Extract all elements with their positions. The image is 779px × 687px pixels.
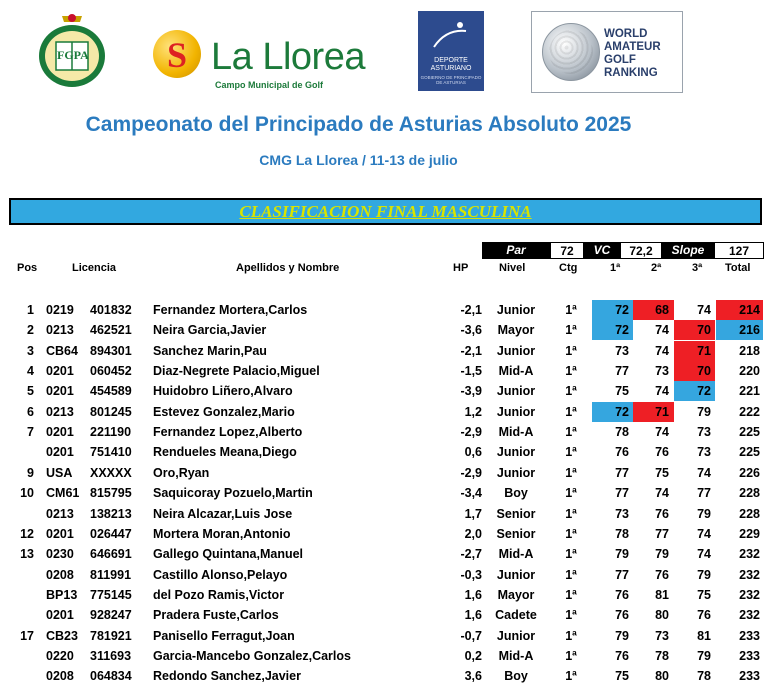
cell-nombre: Oro,Ryan [153,465,210,480]
cell-licencia: 138213 [90,506,132,521]
course-rating-box [482,242,764,259]
cell-club: 0213 [46,506,74,521]
cell-r3: 75 [697,587,711,602]
cell-r3: 74 [697,465,711,480]
cell-ctg: 1ª [565,587,577,602]
cell-club: CB23 [46,628,78,643]
cell-ctg: 1ª [565,526,577,541]
header-hp: HP [453,262,469,274]
cell-licencia: 060452 [90,364,132,379]
golf-ball-icon [542,23,600,81]
table-row [0,381,779,401]
cell-total: 225 [739,445,760,460]
cell-nivel: Boy [504,669,528,684]
cell-r2: 73 [655,628,669,643]
header-r1: 1ª [610,262,621,274]
table-row [0,483,779,503]
cell-hp: -2,1 [460,303,482,317]
cell-r2: 74 [655,425,669,440]
cell-r1: 72 [615,404,629,419]
cell-r3: 79 [697,567,711,582]
cell-club: BP13 [46,587,78,602]
cell-total: 222 [739,404,760,419]
cell-licencia: 811991 [90,567,132,582]
table-row [0,565,779,585]
table-row [0,524,779,544]
cell-r1: 77 [615,465,629,480]
cell-ctg: 1ª [565,343,577,358]
cell-pos: 3 [27,343,34,358]
cell-licencia: 221190 [90,425,132,440]
cell-r1: 78 [615,526,629,541]
cell-nombre: del Pozo Ramis,Victor [153,587,285,602]
cell-nombre: Neira Alcazar,Luis Jose [153,506,293,521]
cell-nivel: Mayor [497,323,535,338]
cell-pos [14,442,34,462]
cell-hp: -2,1 [460,343,482,358]
slope-value: 127 [714,242,764,259]
cell-licencia: 815795 [90,486,132,501]
cell-club: 0201 [46,608,74,623]
cell-licencia: XXXXX [90,465,132,480]
cell-ctg: 1ª [565,404,577,419]
cell-total: 232 [739,547,760,562]
cell-club: 0201 [46,425,74,440]
cell-nombre: Gallego Quintana,Manuel [153,547,304,562]
cell-nivel: Mayor [497,587,535,602]
cell-r1: 77 [615,364,629,379]
cell-r3: 71 [697,343,711,358]
cell-club: 0201 [46,384,74,399]
cell-r3: 77 [697,486,711,501]
cell-hp: 1,6 [464,608,482,623]
cell-hp: -2,9 [460,465,482,480]
cell-hp: 0,6 [464,445,482,460]
cell-r3: 76 [697,608,711,623]
cell-licencia: 801245 [90,404,132,419]
cell-pos [14,504,34,524]
table-row [0,626,779,646]
cell-total: 233 [739,628,760,643]
cell-club: CB64 [46,343,78,358]
table-row [0,402,779,422]
wagr-line: RANKING [604,67,658,79]
table-row [0,341,779,361]
cell-total: 229 [739,526,760,541]
cell-ctg: 1ª [565,506,577,521]
table-row [0,361,779,381]
cell-nivel: Junior [496,384,536,399]
cell-licencia: 311693 [90,648,132,663]
section-title: CLASIFICACION FINAL MASCULINA [239,202,532,221]
cell-nivel: Boy [504,486,528,501]
cell-r3: 73 [697,425,711,440]
cell-hp: -0,3 [460,567,482,582]
cell-licencia: 928247 [90,608,132,623]
la-llorea-logo [153,30,373,92]
vc-label: VC [584,242,620,259]
cell-r1: 76 [615,648,629,663]
header-licencia: Licencia [72,262,117,274]
wagr-line: GOLF [604,54,636,66]
cell-nivel: Junior [496,465,536,480]
table-row [0,300,779,320]
cell-r2: 79 [655,547,669,562]
table-row [0,422,779,442]
cell-r1: 72 [615,303,629,317]
cell-ctg: 1ª [565,445,577,460]
deporte-line1: DEPORTE [434,57,468,64]
cell-r1: 72 [615,323,629,338]
table-row [0,585,779,605]
cell-nombre: Garcia-Mancebo Gonzalez,Carlos [153,648,351,663]
cell-hp: -0,7 [460,628,482,643]
cell-r2: 76 [655,506,669,521]
cell-hp: 1,7 [464,506,482,521]
cell-r1: 75 [615,384,629,399]
cell-total: 214 [739,303,760,317]
cell-ctg: 1ª [565,628,577,643]
cell-nivel: Junior [496,303,536,317]
cell-hp: 2,0 [464,526,482,541]
cell-r2: 74 [655,384,669,399]
cell-nivel: Senior [496,526,536,541]
cell-nivel: Mid-A [498,648,534,663]
cell-pos [14,666,34,686]
cell-nivel: Junior [496,404,536,419]
header-total: Total [725,262,751,274]
cell-hp: -3,6 [460,323,482,338]
table-row [0,544,779,564]
cell-r2: 77 [655,526,669,541]
table-row [0,605,779,625]
cell-hp: -2,9 [460,425,482,440]
cell-total: 216 [739,323,760,338]
cell-licencia: 781921 [90,628,132,643]
cell-r3: 74 [697,303,711,317]
cell-r2: 81 [655,587,669,602]
cell-ctg: 1ª [565,486,577,501]
cell-r1: 79 [615,547,629,562]
cell-club: 0220 [46,648,74,663]
cell-nivel: Senior [496,506,536,521]
cell-club: CM61 [46,486,80,501]
cell-r3: 79 [697,404,711,419]
cell-pos: 7 [27,425,34,440]
cell-nombre: Fernandez Lopez,Alberto [153,425,303,440]
cell-licencia: 894301 [90,343,132,358]
cell-club: 0208 [46,567,74,582]
cell-r1: 76 [615,445,629,460]
header-r3: 3ª [692,262,703,274]
header-nombre: Apellidos y Nombre [236,262,340,274]
page-subtitle: CMG La Llorea / 11-13 de julio [259,152,458,168]
cell-licencia: 462521 [90,323,132,338]
cell-r2: 76 [655,567,669,582]
cell-club: 0201 [46,526,74,541]
vc-value: 72,2 [620,242,662,259]
llorea-subtitle: Campo Municipal de Golf [215,80,324,90]
cell-ctg: 1ª [565,323,577,338]
cell-ctg: 1ª [565,648,577,663]
cell-r3: 74 [697,547,711,562]
cell-r2: 80 [655,608,669,623]
cell-licencia: 401832 [90,303,132,317]
cell-r3: 81 [697,628,711,643]
cell-pos [14,565,34,585]
cell-hp: -2,7 [460,547,482,562]
cell-nombre: Estevez Gonzalez,Mario [153,404,295,419]
cell-r1: 73 [615,506,629,521]
cell-ctg: 1ª [565,384,577,399]
cell-nombre: Saquicoray Pozuelo,Martin [153,486,313,501]
cell-nombre: Fernandez Mortera,Carlos [153,303,308,317]
cell-nombre: Neira Garcia,Javier [153,323,267,338]
cell-r1: 77 [615,486,629,501]
cell-total: 220 [739,364,760,379]
cell-total: 232 [739,608,760,623]
section-banner [9,198,762,225]
cell-hp: 1,2 [464,404,482,419]
cell-r2: 80 [655,669,669,684]
cell-licencia: 646691 [90,547,132,562]
cell-ctg: 1ª [565,669,577,684]
cell-licencia: 454589 [90,384,132,399]
cell-club: USA [46,465,73,480]
cell-r2: 68 [655,303,669,317]
cell-r3: 73 [697,445,711,460]
cell-total: 221 [739,384,760,399]
cell-licencia: 775145 [90,587,132,602]
cell-hp: 0,2 [464,648,482,663]
fgpa-logo [36,10,108,90]
page-title: Campeonato del Principado de Asturias Absoluto 2025 [85,113,632,136]
header-nivel: Nivel [499,262,526,274]
cell-pos: 5 [27,384,34,399]
cell-r2: 73 [655,364,669,379]
cell-r2: 76 [655,445,669,460]
cell-club: 0213 [46,404,74,419]
cell-r3: 79 [697,648,711,663]
cell-pos: 17 [20,628,34,643]
cell-nombre: Redondo Sanchez,Javier [153,669,301,684]
cell-r1: 77 [615,567,629,582]
cell-r2: 75 [655,465,669,480]
cell-ctg: 1ª [565,608,577,623]
header-pos: Pos [17,262,38,274]
cell-total: 226 [739,465,760,480]
cell-r3: 72 [697,384,711,399]
fgpa-letters: FGPA [57,48,89,62]
cell-hp: -3,9 [460,384,482,399]
cell-pos [14,585,34,605]
cell-ctg: 1ª [565,567,577,582]
cell-total: 232 [739,587,760,602]
cell-club: 0230 [46,547,74,562]
cell-licencia: 064834 [90,669,132,684]
cell-r1: 76 [615,587,629,602]
cell-ctg: 1ª [565,364,577,379]
cell-r2: 71 [655,404,669,419]
cell-r2: 78 [655,648,669,663]
cell-total: 228 [739,486,760,501]
cell-licencia: 026447 [90,526,132,541]
cell-nombre: Sanchez Marin,Pau [153,343,267,358]
cell-r2: 74 [655,323,669,338]
cell-pos [14,646,34,666]
cell-club: 0201 [46,445,74,460]
cell-nivel: Mid-A [498,547,534,562]
par-value: 72 [550,242,584,259]
cell-r1: 76 [615,608,629,623]
cell-club: 0201 [46,364,74,379]
cell-r3: 70 [697,323,711,338]
cell-r3: 70 [697,364,711,379]
cell-pos [14,605,34,625]
llorea-name: La Llorea [211,36,365,78]
cell-nombre: Panisello Ferragut,Joan [153,628,295,643]
cell-r1: 78 [615,425,629,440]
golf-ball-icon: S [153,30,201,78]
cell-nombre: Huidobro Liñero,Alvaro [153,384,293,399]
cell-r3: 78 [697,669,711,684]
cell-hp: 1,6 [464,587,482,602]
cell-nivel: Junior [496,445,536,460]
wagr-logo [531,11,683,93]
cell-total: 218 [739,343,760,358]
cell-r2: 74 [655,343,669,358]
cell-pos: 12 [20,526,34,541]
table-row [0,442,779,462]
cell-nivel: Junior [496,343,536,358]
header-ctg: Ctg [559,262,578,274]
cell-ctg: 1ª [565,303,577,317]
cell-nombre: Mortera Moran,Antonio [153,526,291,541]
cell-total: 232 [739,567,760,582]
slope-label: Slope [662,242,714,259]
cell-pos: 2 [27,323,34,338]
cell-nivel: Cadete [495,608,537,623]
cell-nombre: Rendueles Meana,Diego [153,445,297,460]
cell-nivel: Junior [496,628,536,643]
cell-ctg: 1ª [565,425,577,440]
par-label: Par [482,242,550,259]
cell-r1: 79 [615,628,629,643]
cell-r1: 75 [615,669,629,684]
cell-nombre: Castillo Alonso,Pelayo [153,567,288,582]
wagr-line: WORLD [604,28,648,40]
swoosh-icon [432,19,470,51]
cell-total: 233 [739,669,760,684]
cell-ctg: 1ª [565,465,577,480]
cell-nivel: Mid-A [498,364,534,379]
cell-r2: 74 [655,486,669,501]
cell-pos: 6 [27,404,34,419]
cell-r3: 79 [697,506,711,521]
cell-nivel: Junior [496,567,536,582]
cell-r1: 73 [615,343,629,358]
header-r2: 2ª [651,262,662,274]
wagr-line: AMATEUR [604,41,661,53]
deporte-line2: ASTURIANO [430,65,472,72]
cell-pos: 1 [27,303,34,317]
cell-nivel: Mid-A [498,425,534,440]
cell-total: 228 [739,506,760,521]
cell-total: 233 [739,648,760,663]
deporte-asturiano-logo [418,11,484,91]
cell-pos: 13 [20,547,34,562]
cell-nombre: Pradera Fuste,Carlos [153,608,279,623]
cell-nombre: Diaz-Negrete Palacio,Miguel [153,364,320,379]
cell-pos: 10 [20,486,34,501]
cell-pos: 4 [27,364,34,379]
cell-ctg: 1ª [565,547,577,562]
cell-club: 0219 [46,303,74,317]
table-row [0,504,779,524]
cell-licencia: 751410 [90,445,132,460]
deporte-line3: GOBIERNO DE PRINCIPADO DE ASTURIAS [420,75,482,85]
table-row [0,320,779,340]
table-row [0,666,779,686]
cell-club: 0208 [46,669,74,684]
cell-pos: 9 [27,465,34,480]
cell-total: 225 [739,425,760,440]
cell-hp: -3,4 [460,486,482,501]
table-row [0,463,779,483]
cell-hp: 3,6 [464,669,482,684]
cell-hp: -1,5 [460,364,482,379]
table-row [0,646,779,666]
cell-club: 0213 [46,323,74,338]
cell-r3: 74 [697,526,711,541]
